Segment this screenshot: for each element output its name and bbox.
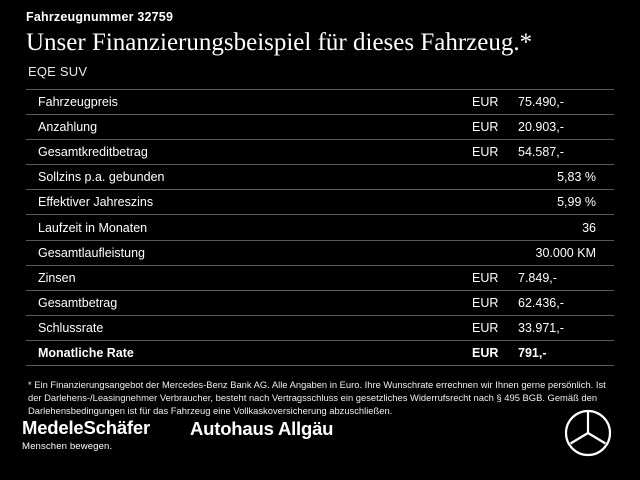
row-value: 62.436,- [518,295,564,310]
row-label: Fahrzeugpreis [38,95,118,110]
row-value: 7.849,- [518,270,557,285]
row-value: 75.490,- [518,95,564,110]
row-label: Laufzeit in Monaten [38,220,148,235]
row-value: 20.903,- [518,120,564,135]
brand-bar [0,404,640,466]
row-currency: EUR [472,145,499,160]
row-value: 36 [582,220,596,235]
table-row [26,140,614,165]
row-label: Gesamtbetrag [38,295,118,310]
table-row [26,241,614,266]
page-title: Unser Finanzierungsbeispiel für dieses Fahrzeug.* [26,29,533,56]
table-row-monthly-rate [26,341,614,366]
table-row [26,291,614,316]
table-row [26,266,614,291]
table-row [26,165,614,190]
row-value: 5,83 % [557,170,596,185]
row-currency: EUR [472,320,499,335]
row-currency: EUR [472,295,499,310]
row-value: 5,99 % [557,195,596,210]
row-label: Monatliche Rate [38,345,134,360]
table-row [26,215,614,240]
table-row [26,115,614,140]
footer-strip [0,467,640,480]
row-currency: EUR [472,345,499,360]
dealer-logo-tagline: Menschen bewegen. [22,441,113,452]
row-label: Gesamtkreditbetrag [38,145,148,160]
footnote: * Ein Finanzierungsangebot der Mercedes-Benz Bank AG. Alle Angaben in Euro. Ihre Wunschrate errechnen wir Ihnen gerne persönlich. Ist der Darlehens-/Leasingnehmer Verbraucher, besteht nach Vertragsschluss ein gesetzliches Widerrufsrecht nach § 495 BGB. Gemäß den Darlehensbedingungen ist für das Fahrzeug eine Vollkaskoversicherung abzuschließen. [28,379,606,417]
vehicle-number: Fahrzeugnummer 32759 [26,10,174,24]
table-row [26,190,614,215]
row-value: 30.000 KM [535,245,596,260]
dealer-logo-primary-text: MedeleSchäfer [22,417,150,438]
row-currency: EUR [472,270,499,285]
financing-table [26,89,614,366]
row-currency: EUR [472,120,499,135]
dealer-logo-medele-schaefer [22,418,150,452]
row-label: Effektiver Jahreszins [38,195,154,210]
row-label: Zinsen [38,270,76,285]
row-value: 791,- [518,345,547,360]
row-label: Schlussrate [38,320,104,335]
row-label: Anzahlung [38,120,98,135]
table-row [26,316,614,341]
row-currency: EUR [472,95,499,110]
row-label: Sollzins p.a. gebunden [38,170,165,185]
row-label: Gesamtlaufleistung [38,245,146,260]
dealer-logo-autohaus-allgaeu: Autohaus Allgäu [189,418,334,439]
mercedes-star-icon [564,409,618,462]
row-value: 54.587,- [518,145,564,160]
dealer-logos [22,418,333,452]
vehicle-model: EQE SUV [28,64,88,79]
table-row [26,90,614,115]
row-value: 33.971,- [518,320,564,335]
